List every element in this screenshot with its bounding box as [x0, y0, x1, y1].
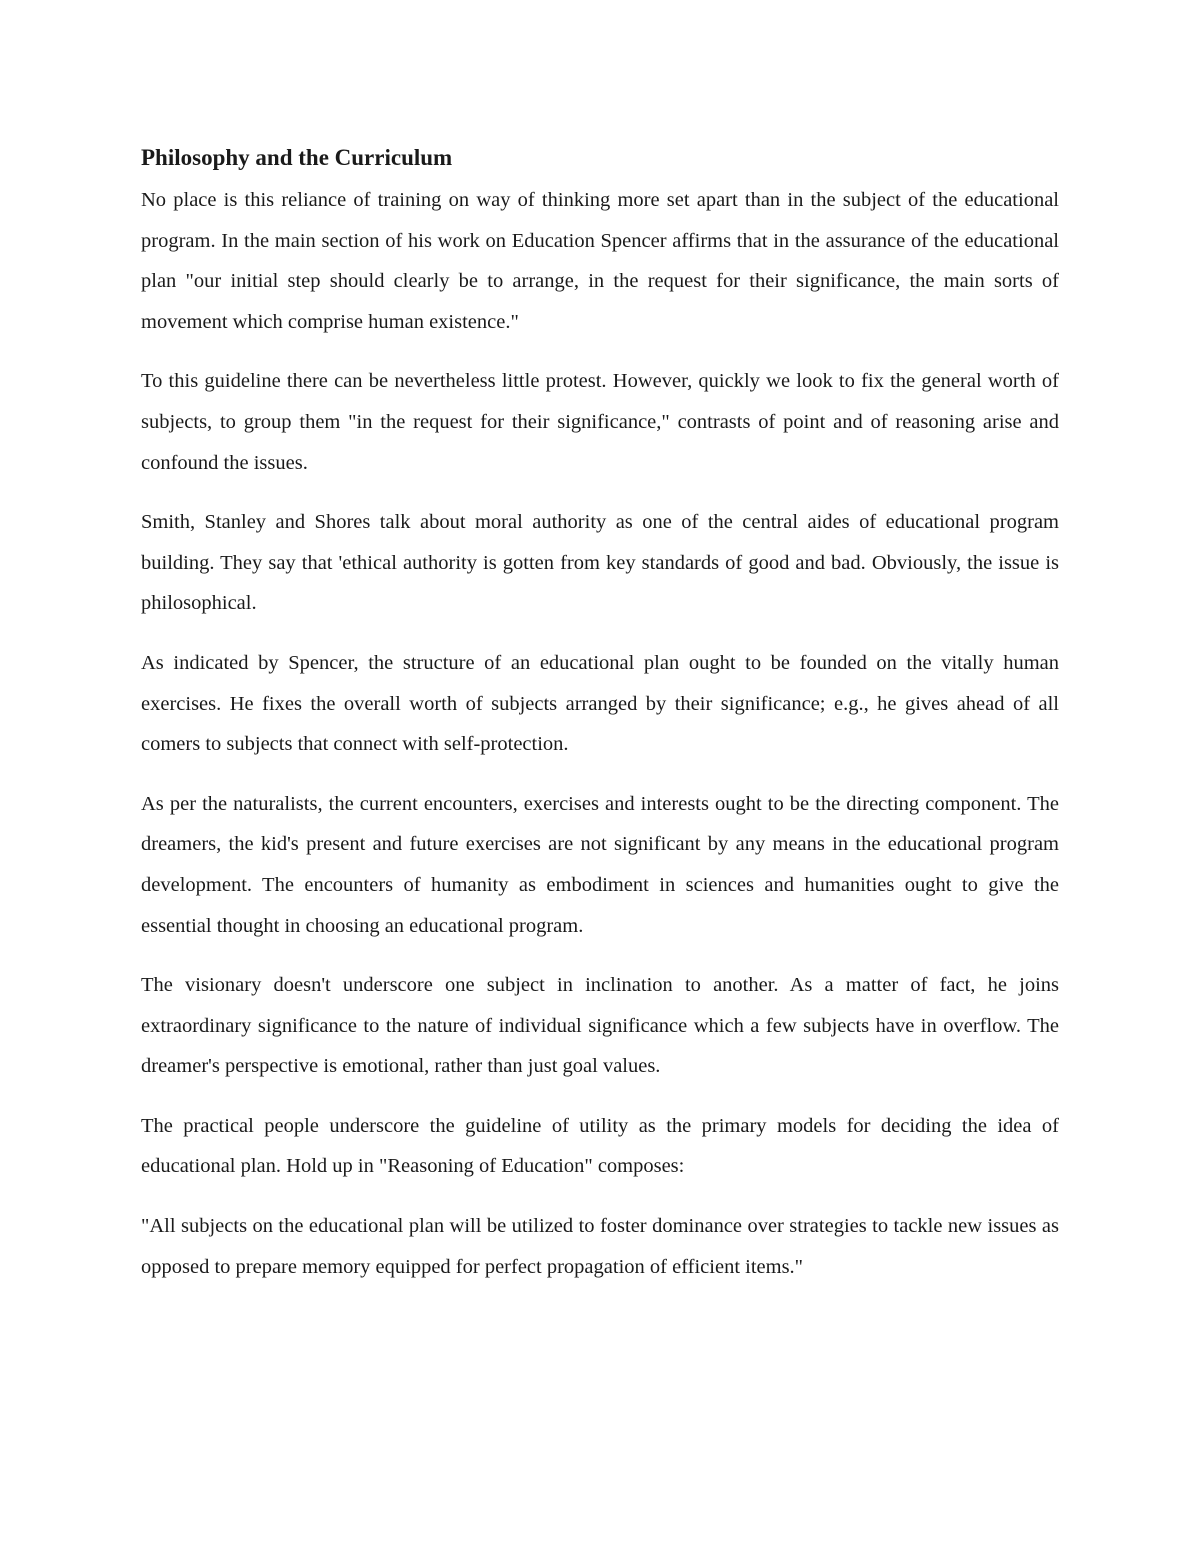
paragraph: Smith, Stanley and Shores talk about moral authority as one of the central aides of educational program building. They say that 'ethical authority is gotten from key standards of good and bad. Obviously, the issue is philosophical.	[141, 511, 1059, 615]
paragraph: No place is this reliance of training on way of thinking more set apart than in the subject of the educational program. In the main section of his work on Education Spencer affirms that in the assurance of the educational plan "our initial step should clearly be to arrange, in the request for their significance, the main sorts of movement which comprise human existence."	[141, 189, 1059, 333]
document-page	[141, 138, 1059, 1306]
paragraph: To this guideline there can be nevertheless little protest. However, quickly we look to fix the general worth of subjects, to group them "in the request for their significance," contrasts of point and of reasoning arise and confound the issues.	[141, 370, 1059, 474]
paragraph: The visionary doesn't underscore one subject in inclination to another. As a matter of fact, he joins extraordinary significance to the nature of individual significance which a few subjects have in overflow. The dreamer's perspective is emotional, rather than just goal values.	[141, 974, 1059, 1078]
document-title: Philosophy and the Curriculum	[141, 145, 453, 170]
paragraph: As per the naturalists, the current encounters, exercises and interests ought to be the directing component. The dreamers, the kid's present and future exercises are not significant by any means in the educational program development. The encounters of humanity as embodiment in sciences and humanities ought to give the essential thought in choosing an educational program.	[141, 792, 1059, 937]
paragraph: "All subjects on the educational plan will be utilized to foster dominance over strategies to tackle new issues as opposed to prepare memory equipped for perfect propagation of efficient items."	[141, 1215, 1059, 1278]
paragraph: As indicated by Spencer, the structure of an educational plan ought to be founded on the vitally human exercises. He fixes the overall worth of subjects arranged by their significance; e.g., he gives ahead of all comers to subjects that connect with self-protection.	[141, 651, 1059, 756]
paragraph: The practical people underscore the guideline of utility as the primary models for deciding the idea of educational plan. Hold up in "Reasoning of Education" composes:	[141, 1114, 1059, 1178]
